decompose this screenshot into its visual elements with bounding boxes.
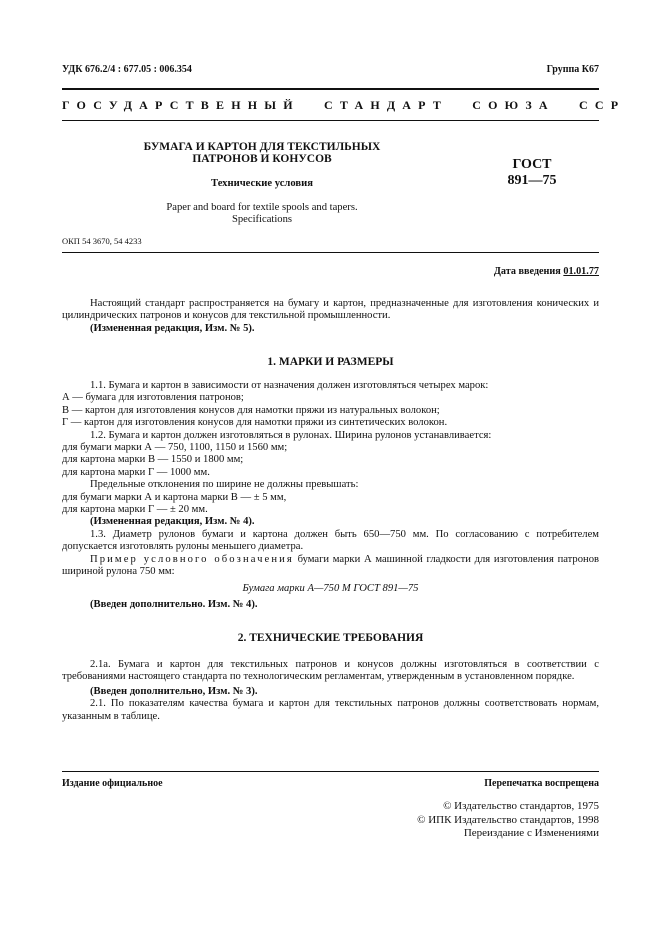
example-paragraph bbox=[62, 554, 599, 579]
reissue-note: Переиздание с Изменениями bbox=[463, 827, 599, 839]
copyright-block bbox=[417, 800, 599, 841]
document-subtitle: Технические условия bbox=[211, 178, 313, 189]
okp-code: ОКП 54 3670, 54 4233 bbox=[62, 236, 142, 246]
deviation-g: для картона марки Г — ± 20 мм. bbox=[62, 504, 208, 516]
document-title bbox=[62, 141, 462, 165]
footer-rule bbox=[62, 771, 599, 772]
section-1-title: 1. МАРКИ И РАЗМЕРЫ bbox=[267, 356, 394, 368]
section-1-body bbox=[62, 380, 599, 611]
copyright-1998: © ИПК Издательство стандартов, 1998 bbox=[417, 813, 599, 826]
para-2-1: 2.1. По показателям качества бумага и картон для текстильных патронов должны соответствовать нормам, указанным в таблице. bbox=[62, 698, 599, 722]
title-line-1: БУМАГА И КАРТОН ДЛЯ ТЕКСТИЛЬНЫХ bbox=[143, 141, 381, 153]
header-rule bbox=[62, 120, 599, 121]
intro-text: Настоящий стандарт распространяется на бумагу и картон, предназначенные для изготовления конических и цилиндрических патронов и конусов для текстильной промышленности. bbox=[62, 298, 599, 322]
note-added-4: (Введен дополнительно. Изм. № 4). bbox=[90, 598, 258, 610]
official-edition: Издание официальное bbox=[62, 778, 163, 789]
copyright-1975: © Издательство стандартов, 1975 bbox=[443, 800, 599, 812]
note-edit-4: (Измененная редакция, Изм. № 4). bbox=[90, 516, 255, 528]
para-1-3: 1.3. Диаметр рулонов бумаги и картона должен быть 650—750 мм. По согласованию с потребителем допускается изготовлять рулоны меньшего диаметра. bbox=[62, 528, 599, 553]
state-standard-heading: ГОСУДАРСТВЕННЫЙ СТАНДАРТ СОЮЗА ССР bbox=[62, 98, 626, 112]
title-line-2: ПАТРОНОВ И КОНУСОВ bbox=[192, 153, 332, 165]
intro-date bbox=[494, 266, 599, 277]
intro-block bbox=[62, 298, 599, 335]
english-line-1: Paper and board for textile spools and tapers. bbox=[166, 202, 358, 213]
gost-label: ГОСТ bbox=[512, 157, 552, 172]
udk-code: УДК 676.2/4 : 677.05 : 006.354 bbox=[62, 64, 192, 75]
width-b: для картона марки В — 1550 и 1800 мм; bbox=[62, 454, 244, 466]
para-1-2: 1.2. Бумага и картон должен изготовляться в рулонах. Ширина рулонов устанавливается: bbox=[90, 429, 492, 441]
intro-date-value: 01.01.77 bbox=[563, 266, 599, 277]
section-2-body bbox=[62, 659, 599, 723]
example-spaced-label: Пример условного обозначения bbox=[90, 553, 294, 565]
grade-a: А — бумага для изготовления патронов; bbox=[62, 392, 244, 404]
para-1-1: 1.1. Бумага и картон в зависимости от назначения должен изготовляться четырех марок: bbox=[90, 380, 489, 391]
section-2-title: 2. ТЕХНИЧЕСКИЕ ТРЕБОВАНИЯ bbox=[237, 632, 424, 644]
reprint-prohibited: Перепечатка воспрещена bbox=[484, 778, 599, 789]
width-g: для картона марки Г — 1000 мм. bbox=[62, 466, 210, 478]
deviation-ab: для бумаги марки А и картона марки В — ± 5 мм, bbox=[62, 491, 287, 503]
gost-designation bbox=[482, 157, 582, 189]
group-code: Группа К67 bbox=[546, 64, 599, 75]
example-text: бумаги марки А машинной гладкости для изготовления патронов шириной рулона 750 мм: bbox=[62, 553, 599, 578]
title-rule bbox=[62, 252, 599, 253]
para-2-1a: 2.1а. Бумага и картон для текстильных патронов и конусов должны изготовляться в соответствии с требованиями настоящего стандарта по технологическим регламентам, утвержденным в установленном порядке. bbox=[62, 659, 599, 683]
deviation-title: Предельные отклонения по ширине не должны превышать: bbox=[90, 479, 359, 491]
note-added-3: (Введен дополнительно, Изм. № 3). bbox=[90, 685, 258, 697]
grade-b: В — картон для изготовления конусов для намотки пряжи из натуральных волокон; bbox=[62, 404, 440, 416]
width-a: для бумаги марки А — 750, 1100, 1150 и 1560 мм; bbox=[62, 442, 288, 454]
top-rule bbox=[62, 88, 599, 90]
gost-number: 891—75 bbox=[507, 173, 557, 188]
designation-example: Бумага марки А—750 М ГОСТ 891—75 bbox=[242, 582, 419, 594]
intro-date-label: Дата введения bbox=[493, 266, 561, 277]
english-line-2: Specifications bbox=[231, 214, 292, 225]
intro-note: (Измененная редакция, Изм. № 5). bbox=[90, 322, 255, 334]
grade-g: Г — картон для изготовления конусов для намотки пряжи из синтетических волокон. bbox=[62, 417, 448, 429]
english-title bbox=[62, 202, 462, 226]
